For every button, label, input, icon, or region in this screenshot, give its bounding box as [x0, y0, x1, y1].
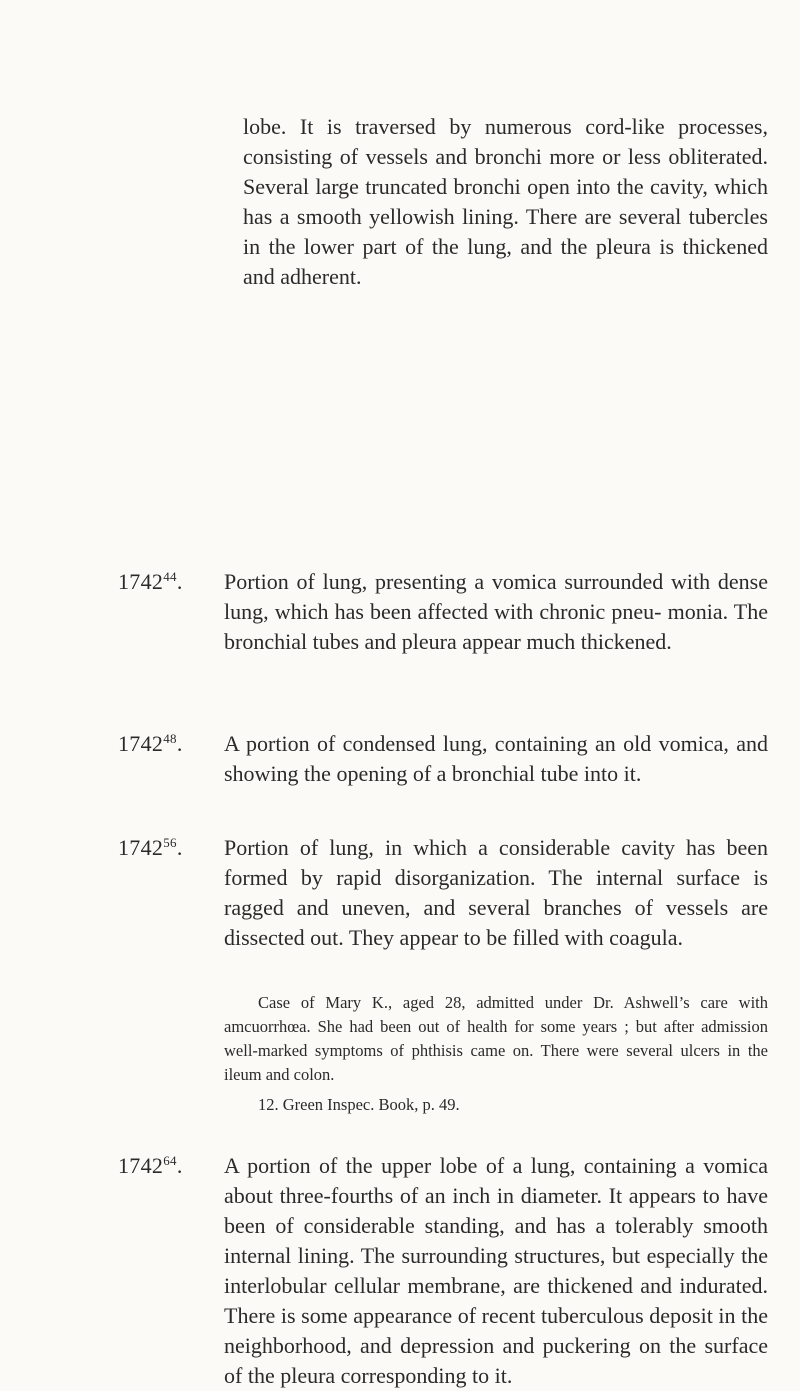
entry-description: Portion of lung, presenting a vomica surrounded with dense lung, which has been affected with chronic pneu- monia. The bronchial tubes and pleura appear much thickened.: [224, 569, 768, 654]
entry-number: 1742$^{56}$.: [118, 835, 183, 860]
intro-paragraph: lobe. It is traversed by numerous cord-like processes, consisting of vessels and bronchi more or less obliterated. Several large truncated bronchi open into the cavity, which has a smooth yellowish lining. There are several tubercles in the lower part of the lung, and the pleura is thickened and adherent.: [243, 114, 768, 289]
case-reference: 12. Green Inspec. Book, p. 49.: [258, 1095, 460, 1114]
entry-number: 1742$^{44}$.: [118, 569, 183, 594]
entry-number: 1742$^{64}$.: [118, 1153, 183, 1178]
entry-description: A portion of condensed lung, containing an old vomica, and showing the opening of a bronchial tube into it.: [224, 731, 768, 786]
entry-description: A portion of the upper lobe of a lung, containing a vomica about three-fourths of an inch in diameter. It appears to have been of considerable standing, and has a tolerably smooth internal lining. The surrounding structures, but especially the interlobular cellular membrane, are thickened and indurated. There is some appearance of recent tuberculous deposit in the neighborhood, and depression and puckering on the surface of the pleura corresponding to it.: [224, 1153, 768, 1388]
entry-number: 1742$^{48}$.: [118, 731, 183, 756]
case-note: Case of Mary K., aged 28, admitted under Dr. Ashwell’s care with amcuorrhœa. She had been out of health for some years ; but after admission well-marked symptoms of phthisis came on. There were several ulcers in the ileum and colon.: [224, 993, 768, 1084]
entry-description: Portion of lung, in which a considerable cavity has been formed by rapid disorganization. The internal surface is ragged and uneven, and several branches of vessels are dissected out. They appear to be filled with coagula.: [224, 835, 768, 950]
